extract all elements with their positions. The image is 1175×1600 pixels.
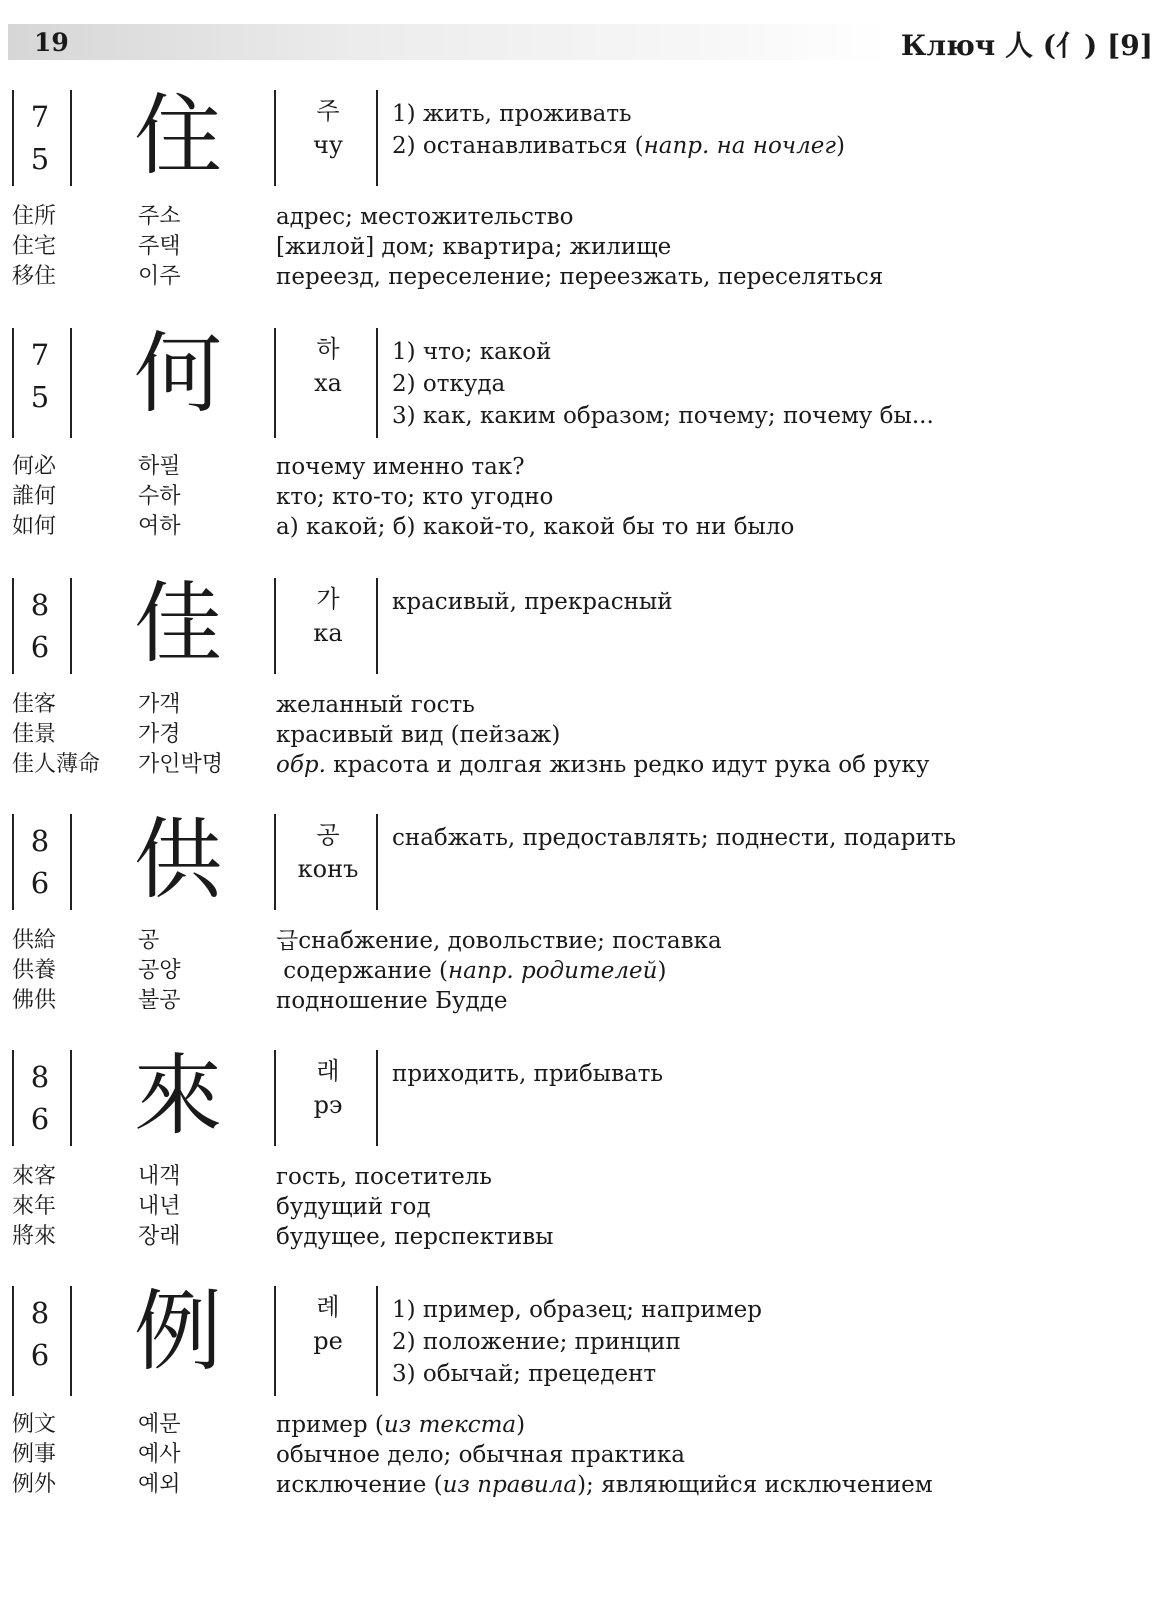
main-character: 住 — [133, 84, 222, 187]
page-number: 19 — [34, 28, 69, 57]
stroke-count: 7 5 — [30, 100, 50, 176]
compound-row: 佛供 불공 подношение Будде — [12, 988, 508, 1014]
compound-row: 移住 이주 переезд, переселение; переезжать, переселяться — [12, 264, 884, 290]
reading: 주 чу — [313, 97, 343, 159]
compound-row: 佳人薄命 가인박명 обр. красота и долгая жизнь редко идут рука об руку — [12, 752, 930, 778]
meaning: 1) жить, проживать — [392, 101, 632, 127]
entry-ka — [0, 572, 1175, 780]
compound-row: 來年 내년 будущий год — [12, 1194, 431, 1220]
compound-row: 何必 하필 почему именно так? — [12, 454, 525, 480]
compound-list — [0, 452, 1175, 542]
meaning: 2) положение; принцип — [392, 1329, 681, 1355]
compound-row: 例文 예문 пример (из текста) — [12, 1412, 526, 1438]
meaning: 3) обычай; прецедент — [392, 1361, 657, 1387]
page-header — [0, 18, 1175, 68]
meaning: 1) что; какой — [392, 339, 552, 365]
compound-row: 例外 예외 исключение (из правила); являющийся исключением — [12, 1472, 933, 1498]
meaning: красивый, прекрасный — [392, 589, 673, 615]
meaning: приходить, прибывать — [392, 1061, 664, 1087]
meaning: 3) как, каким образом; почему; почему бы... — [392, 403, 934, 429]
entry-re-come — [0, 1044, 1175, 1252]
main-character: 來 — [133, 1044, 222, 1147]
meaning: 2) откуда — [392, 371, 506, 397]
reading: 례 ре — [313, 1293, 343, 1355]
entry-kon — [0, 808, 1175, 1016]
meanings — [392, 98, 1152, 162]
compound-row: 來客 내객 гость, посетитель — [12, 1164, 492, 1190]
compound-row: 供給 공 급снабжение, довольствие; поставка — [12, 928, 722, 954]
main-character: 何 — [133, 322, 222, 425]
entry-re-example — [0, 1280, 1175, 1500]
main-character: 佳 — [133, 572, 222, 675]
reading: 래 рэ — [313, 1057, 343, 1119]
compound-row: 佳客 가객 желанный гость — [12, 692, 475, 718]
compound-row: 例事 예사 обычное дело; обычная практика — [12, 1442, 685, 1468]
meanings — [392, 822, 1152, 854]
compound-row: 住所 주소 адрес; местожительство — [12, 204, 574, 230]
compound-list — [0, 1162, 1175, 1252]
compound-row: 佳景 가경 красивый вид (пейзаж) — [12, 722, 561, 748]
reading: 공 конъ — [297, 821, 359, 883]
meanings — [392, 1294, 1152, 1390]
entry-zhu — [0, 84, 1175, 292]
reading: 가 ка — [313, 585, 343, 647]
stroke-count: 8 6 — [30, 1296, 50, 1372]
header-band — [8, 24, 888, 60]
compound-row: 如何 여하 а) какой; б) какой-то, какой бы то ни было — [12, 514, 795, 540]
entry-ha — [0, 322, 1175, 542]
compound-list — [0, 202, 1175, 292]
compound-list — [0, 926, 1175, 1016]
stroke-count: 8 6 — [30, 824, 50, 900]
compound-list — [0, 1410, 1175, 1500]
main-character: 例 — [133, 1280, 222, 1383]
meaning: 2) останавливаться (напр. на ночлег) — [392, 133, 845, 159]
main-character: 供 — [133, 808, 222, 911]
compound-list — [0, 690, 1175, 780]
meanings — [392, 336, 1152, 432]
radical-key-label: Ключ 人 (亻) [9] — [900, 29, 1153, 62]
compound-row: 住宅 주택 [жилой] дом; квартира; жилище — [12, 234, 672, 260]
meanings — [392, 1058, 1152, 1090]
stroke-count: 8 6 — [30, 588, 50, 664]
stroke-count: 8 6 — [30, 1060, 50, 1136]
compound-row: 誰何 수하 кто; кто-то; кто угодно — [12, 484, 554, 510]
stroke-count: 7 5 — [30, 338, 50, 414]
meaning: снабжать, предоставлять; поднести, подарить — [392, 825, 957, 851]
meaning: 1) пример, образец; например — [392, 1297, 762, 1323]
reading: 하 ха — [314, 335, 342, 397]
meanings — [392, 586, 1152, 618]
compound-row: 供養 공양 содержание (напр. родителей) — [12, 958, 667, 984]
compound-row: 將來 장래 будущее, перспективы — [12, 1224, 554, 1250]
